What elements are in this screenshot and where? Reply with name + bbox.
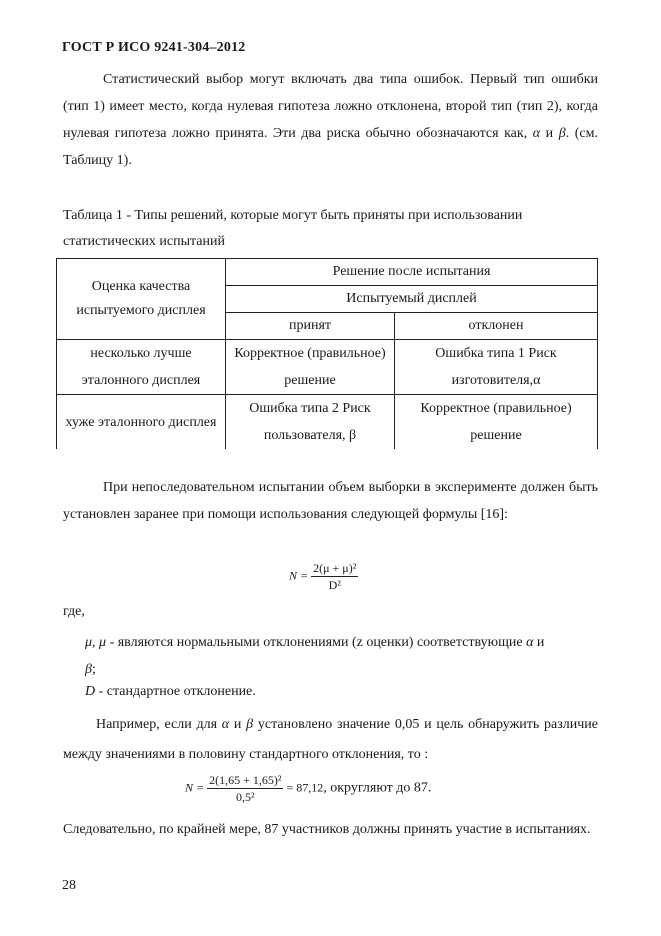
d-definition [85, 684, 256, 700]
mu-and: и [533, 635, 545, 650]
formula2-fraction [207, 772, 283, 805]
row-header-cell: Оценка качества испытуемого дисплея [57, 259, 226, 340]
intro-and: и [540, 126, 559, 141]
where-label: где, [63, 604, 85, 619]
display-header-cell: Испытуемый дисплей [226, 286, 598, 313]
alpha-symbol: α [526, 635, 534, 650]
alpha-symbol: α [221, 717, 230, 732]
beta-symbol: β [85, 662, 92, 677]
beta-symbol: β [246, 717, 254, 732]
example-lead: Например, если для [96, 717, 222, 732]
table-cell-accepted: Корректное (правильное) решение [226, 340, 395, 395]
document-header: ГОСТ Р ИСО 9241-304–2012 [62, 40, 246, 55]
formula2-lhs: N = [185, 780, 205, 795]
intro-tail: . (см. Таблицу 1). [63, 126, 599, 168]
beta-symbol: β [558, 126, 566, 141]
sample-size-formula [289, 560, 358, 593]
decision-header-cell: Решение после испытания [226, 259, 598, 286]
table-caption: Таблица 1 - Типы решений, которые могут быть приняты при использовании статистических испытаний [63, 208, 523, 249]
formula1-fraction [311, 560, 358, 593]
col-accepted-header: принят [226, 313, 395, 340]
decision-types-table [56, 258, 598, 449]
example-formula [185, 772, 431, 805]
mu-definition [85, 629, 600, 683]
table-cell-rejected: Ошибка типа 1 Риск изготовителя,α [395, 340, 598, 395]
mu-symbols: μ, μ [85, 635, 107, 650]
table-cell-accepted: Ошибка типа 2 Риск пользователя, β [226, 395, 395, 450]
mu-text: - являются нормальными отклонениями (z оценки) соответствующие [106, 635, 527, 650]
intro-text: Статистический выбор могут включать два типа ошибок. Первый тип ошибки (тип 1) имеет место, когда нулевая гипотеза ложно отклонена, второй тип (тип 2), когда нулевая гипотеза ложно принята. Эти два риска обычно обозначаются как, [63, 72, 598, 141]
example-paragraph [63, 710, 598, 770]
table-cell-rejected: Корректное (правильное) решение [395, 395, 598, 450]
d-symbol: D [85, 684, 96, 699]
sequential-paragraph: При непоследовательном испытании объем выборки в эксперименте должен быть установлен заранее при помощи использования следующей формулы [16]: [63, 480, 598, 522]
formula2-result: = 87,12 [286, 780, 324, 795]
conclusion-paragraph: Следовательно, по крайней мере, 87 участников должны принять участие в испытаниях. [63, 822, 591, 837]
table-row-label: несколько лучше эталонного дисплея [57, 340, 226, 395]
col-rejected-header: отклонен [395, 313, 598, 340]
page-number: 28 [62, 878, 76, 893]
alpha-symbol: α [532, 126, 541, 141]
intro-paragraph [63, 66, 598, 174]
beta-tail: ; [91, 662, 96, 677]
formula2-denominator: 0,5² [235, 790, 255, 804]
example-rest: установлено значение 0,05 и цель обнаружить различие между значениями в половину стандартного отклонения, то : [63, 717, 598, 762]
formula1-denominator: D² [328, 578, 341, 592]
formula1-lhs: N = [289, 568, 309, 583]
table-row-label: хуже эталонного дисплея [57, 395, 226, 450]
d-text: - стандартное отклонение. [95, 684, 256, 699]
formula2-numerator: 2(1,65 + 1,65)² [209, 773, 282, 787]
formula1-numerator: 2(μ + μ)² [313, 561, 357, 575]
formula2-tail: , округляют до 87. [323, 780, 432, 796]
example-and: и [229, 717, 247, 732]
